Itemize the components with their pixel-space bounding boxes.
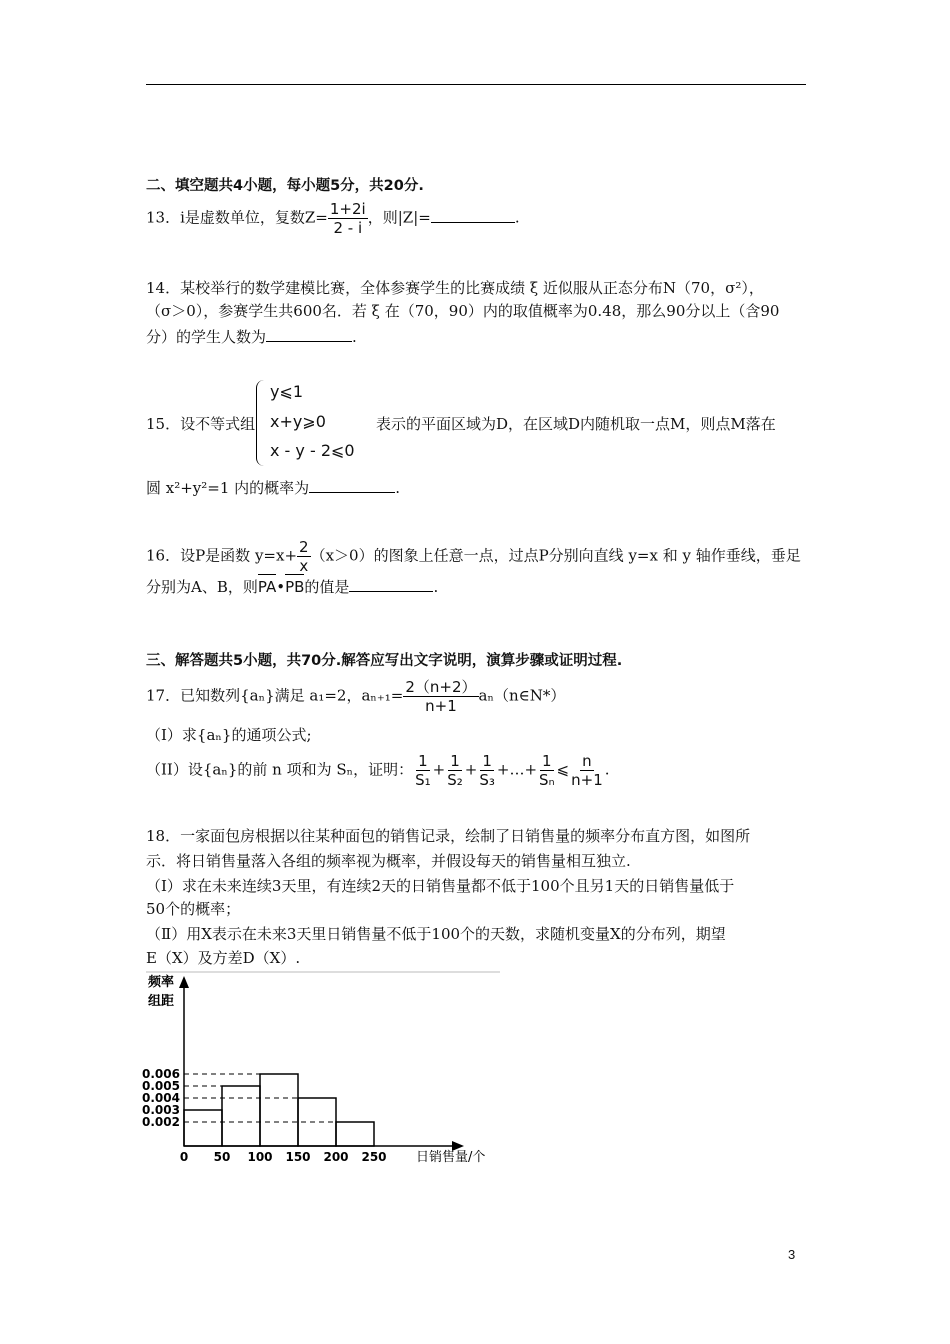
x-tick-label: 150: [285, 1150, 311, 1164]
vector-pb: PB: [285, 578, 305, 596]
q17-fraction: $\frac{2(n+2)}{n+1}$: [405, 678, 477, 715]
q14-line1: 14．某校举行的数学建模比赛，全体参赛学生的比赛成绩 ξ 近似服从正态分布N（70，σ²），: [146, 279, 764, 297]
y-axis-arrow-icon: [179, 976, 189, 988]
y-tick-label: 0.004: [142, 1091, 180, 1105]
q18-line4: 50个的概率；: [146, 900, 241, 918]
x-axis-label: 日销售量/个: [416, 1150, 486, 1165]
q13-text: 13．i是虚数单位，复数Z=: [146, 208, 328, 227]
q18-line5: （Ⅱ）用X表示在未来3天里日销售量不低于100个的天数，求随机变量X的分布列，期望: [146, 925, 726, 943]
q15-post: 表示的平面区域为D，在区域D内随机取一点M，则点M落在: [376, 415, 776, 433]
q15-ineq-2: x+y⩾0: [270, 412, 326, 431]
q17-part2: （II）设{aₙ}的前 n 项和为 Sₙ，证明： $\frac{1}{\text{S₁}}$ + $\frac{1}{\text{S₂}}$ + $\frac{1}{\text{S₃}}$ +…+ $\frac{1}{\text{Sₙ}}$ ⩽ $\frac{n}{n+1}$ .: [146, 752, 610, 789]
q13-answer-blank[interactable]: [431, 208, 515, 223]
section3-heading: 三、解答题共5小题，共70分.解答应写出文字说明，演算步骤或证明过程.: [146, 653, 623, 669]
q14-line3: 分）的学生人数为 .: [146, 328, 357, 346]
q15-ineq-3: x - y - 2⩽0: [270, 441, 355, 460]
x-tick-label: 50: [213, 1150, 231, 1164]
q16-answer-blank[interactable]: [349, 577, 433, 592]
x-tick-label: 100: [247, 1150, 273, 1164]
y-label-top: 频率: [148, 975, 175, 990]
q13-text-post: ，则|Z|=: [367, 208, 431, 227]
y-label-bottom: 组距: [148, 994, 175, 1009]
q15-ineq-1: y⩽1: [270, 382, 304, 401]
section2-heading: 二、填空题共4小题，每小题5分，共20分.: [146, 178, 424, 194]
histogram-bar-1: [222, 1086, 260, 1146]
y-tick-label: 0.003: [142, 1103, 180, 1117]
q18-line3: （Ⅰ）求在未来连续3天里，有连续2天的日销售量都不低于100个且另1天的日销售量低于: [146, 877, 735, 895]
q14-answer-blank[interactable]: [266, 327, 352, 342]
q14-line2: （σ＞0），参赛学生共600名．若 ξ 在（70，90）内的取值概率为0.48，那么90分以上（含90: [146, 302, 780, 320]
header-rule: [146, 84, 806, 85]
dot-operator: •: [276, 578, 286, 596]
question-16: 16．设P是函数 y=x+ $\frac{2}{x}$ （x＞0）的图象上任意一点，过点P分别向直线 y=x 和 y 轴作垂线，垂足: [146, 538, 801, 575]
q15-line2: 圆 x²+y²=1 内的概率为 .: [146, 479, 400, 497]
question-17: 17．已知数列{aₙ}满足 a₁=2，aₙ₊₁= $\frac{2(n+2)}{n+1}$ aₙ（n∈N*）: [146, 678, 566, 715]
x-tick-label: 200: [323, 1150, 349, 1164]
q15-answer-blank[interactable]: [309, 478, 395, 493]
x-tick-label: 0: [179, 1150, 189, 1164]
y-tick-label: 0.006: [142, 1067, 180, 1081]
y-tick-label: 0.005: [142, 1079, 180, 1093]
page-number: 3: [788, 1247, 796, 1262]
q17-part1: （I）求{aₙ}的通项公式;: [146, 726, 312, 744]
x-tick-label: 250: [361, 1150, 387, 1164]
question-13: 13．i是虚数单位，复数Z= $\frac{1+2i}{2 - i}$ ，则|Z|= .: [146, 200, 520, 237]
q18-line2: 示．将日销售量落入各组的频率视为概率，并假设每天的销售量相互独立.: [146, 852, 631, 870]
y-tick-label: 0.002: [142, 1115, 180, 1129]
q18-line1: 18．一家面包房根据以往某种面包的销售记录，绘制了日销售量的频率分布直方图，如图所: [146, 827, 751, 845]
q16-fraction: $\frac{2}{x}$: [299, 538, 309, 575]
brace-icon: [256, 380, 267, 466]
q18-line6: E（X）及方差D（X）.: [146, 949, 301, 967]
histogram-bar-0: [184, 1110, 222, 1146]
q15-inequality-system: [256, 380, 366, 468]
q16-line2: 分别为A、B，则PA•PB的值是 .: [146, 578, 439, 596]
histogram-bar-2: [260, 1074, 298, 1146]
vector-pa: PA: [257, 578, 277, 596]
histogram-bar-4: [336, 1122, 374, 1146]
q13-fraction: $\frac{1+2i}{2 - i}$: [329, 200, 366, 237]
histogram-chart: [140, 968, 500, 1168]
q15-pre: 15．设不等式组: [146, 415, 256, 433]
